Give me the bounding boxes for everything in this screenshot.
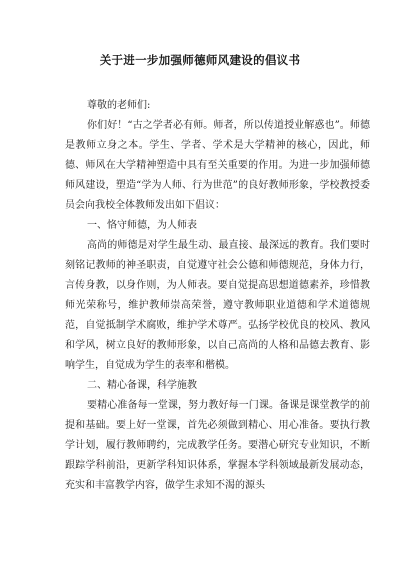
document-body bbox=[65, 96, 370, 496]
document-title: 关于进一步加强师德师风建设的倡议书 bbox=[99, 53, 301, 67]
intro-paragraph: 你们好！“古之学者必有师。师者，所以传道授业解惑也”。师德是教师立身之本。学生、学者、学术是大学精神的核心，因此，师德、师风在大学精神塑造中具有至关重要的作用。为进一步加强师德师风建设，塑造“学为人师、行为世范”的良好教师形象，学校教授委员会向我校全体教师发出如下倡议： bbox=[65, 120, 370, 211]
section-paragraph-1: 高尚的师德是对学生最生动、最直接、最深远的教育。我们要时刻铭记教师的神圣职责，自觉遵守社会公德和师德规范，身体力行，言传身教，以身作则，为人师表。要自觉提高思想道德素养，珍惜教师光荣称号，维护教师崇高荣誉，遵守教师职业道德和学术道德规范，自觉抵制学术腐败，维护学术尊严。弘扬学校优良的校风、教风和学风，树立良好的教师形象，以自己高尚的人格和品德去教育、影响学生，自觉成为学生的表率和楷模。 bbox=[65, 240, 370, 371]
section-heading-2: 二、精心备课，科学施教 bbox=[87, 380, 197, 391]
section-paragraph-2: 要精心准备每一堂课，努力教好每一门课。备课是课堂教学的前提和基础。要上好一堂课，首先必须做到精心、用心准备。要执行教学计划，履行教师聘约，完成教学任务。要潜心研究专业知识，不断跟踪学科前沿，更新学科知识体系，掌握本学科领域最新发展动态，充实和丰富教学内容，做学生求知不渴的源头 bbox=[65, 400, 370, 491]
salutation: 尊敬的老师们: bbox=[87, 100, 151, 111]
section-heading-1: 一、恪守师德，为人师表 bbox=[87, 220, 197, 231]
